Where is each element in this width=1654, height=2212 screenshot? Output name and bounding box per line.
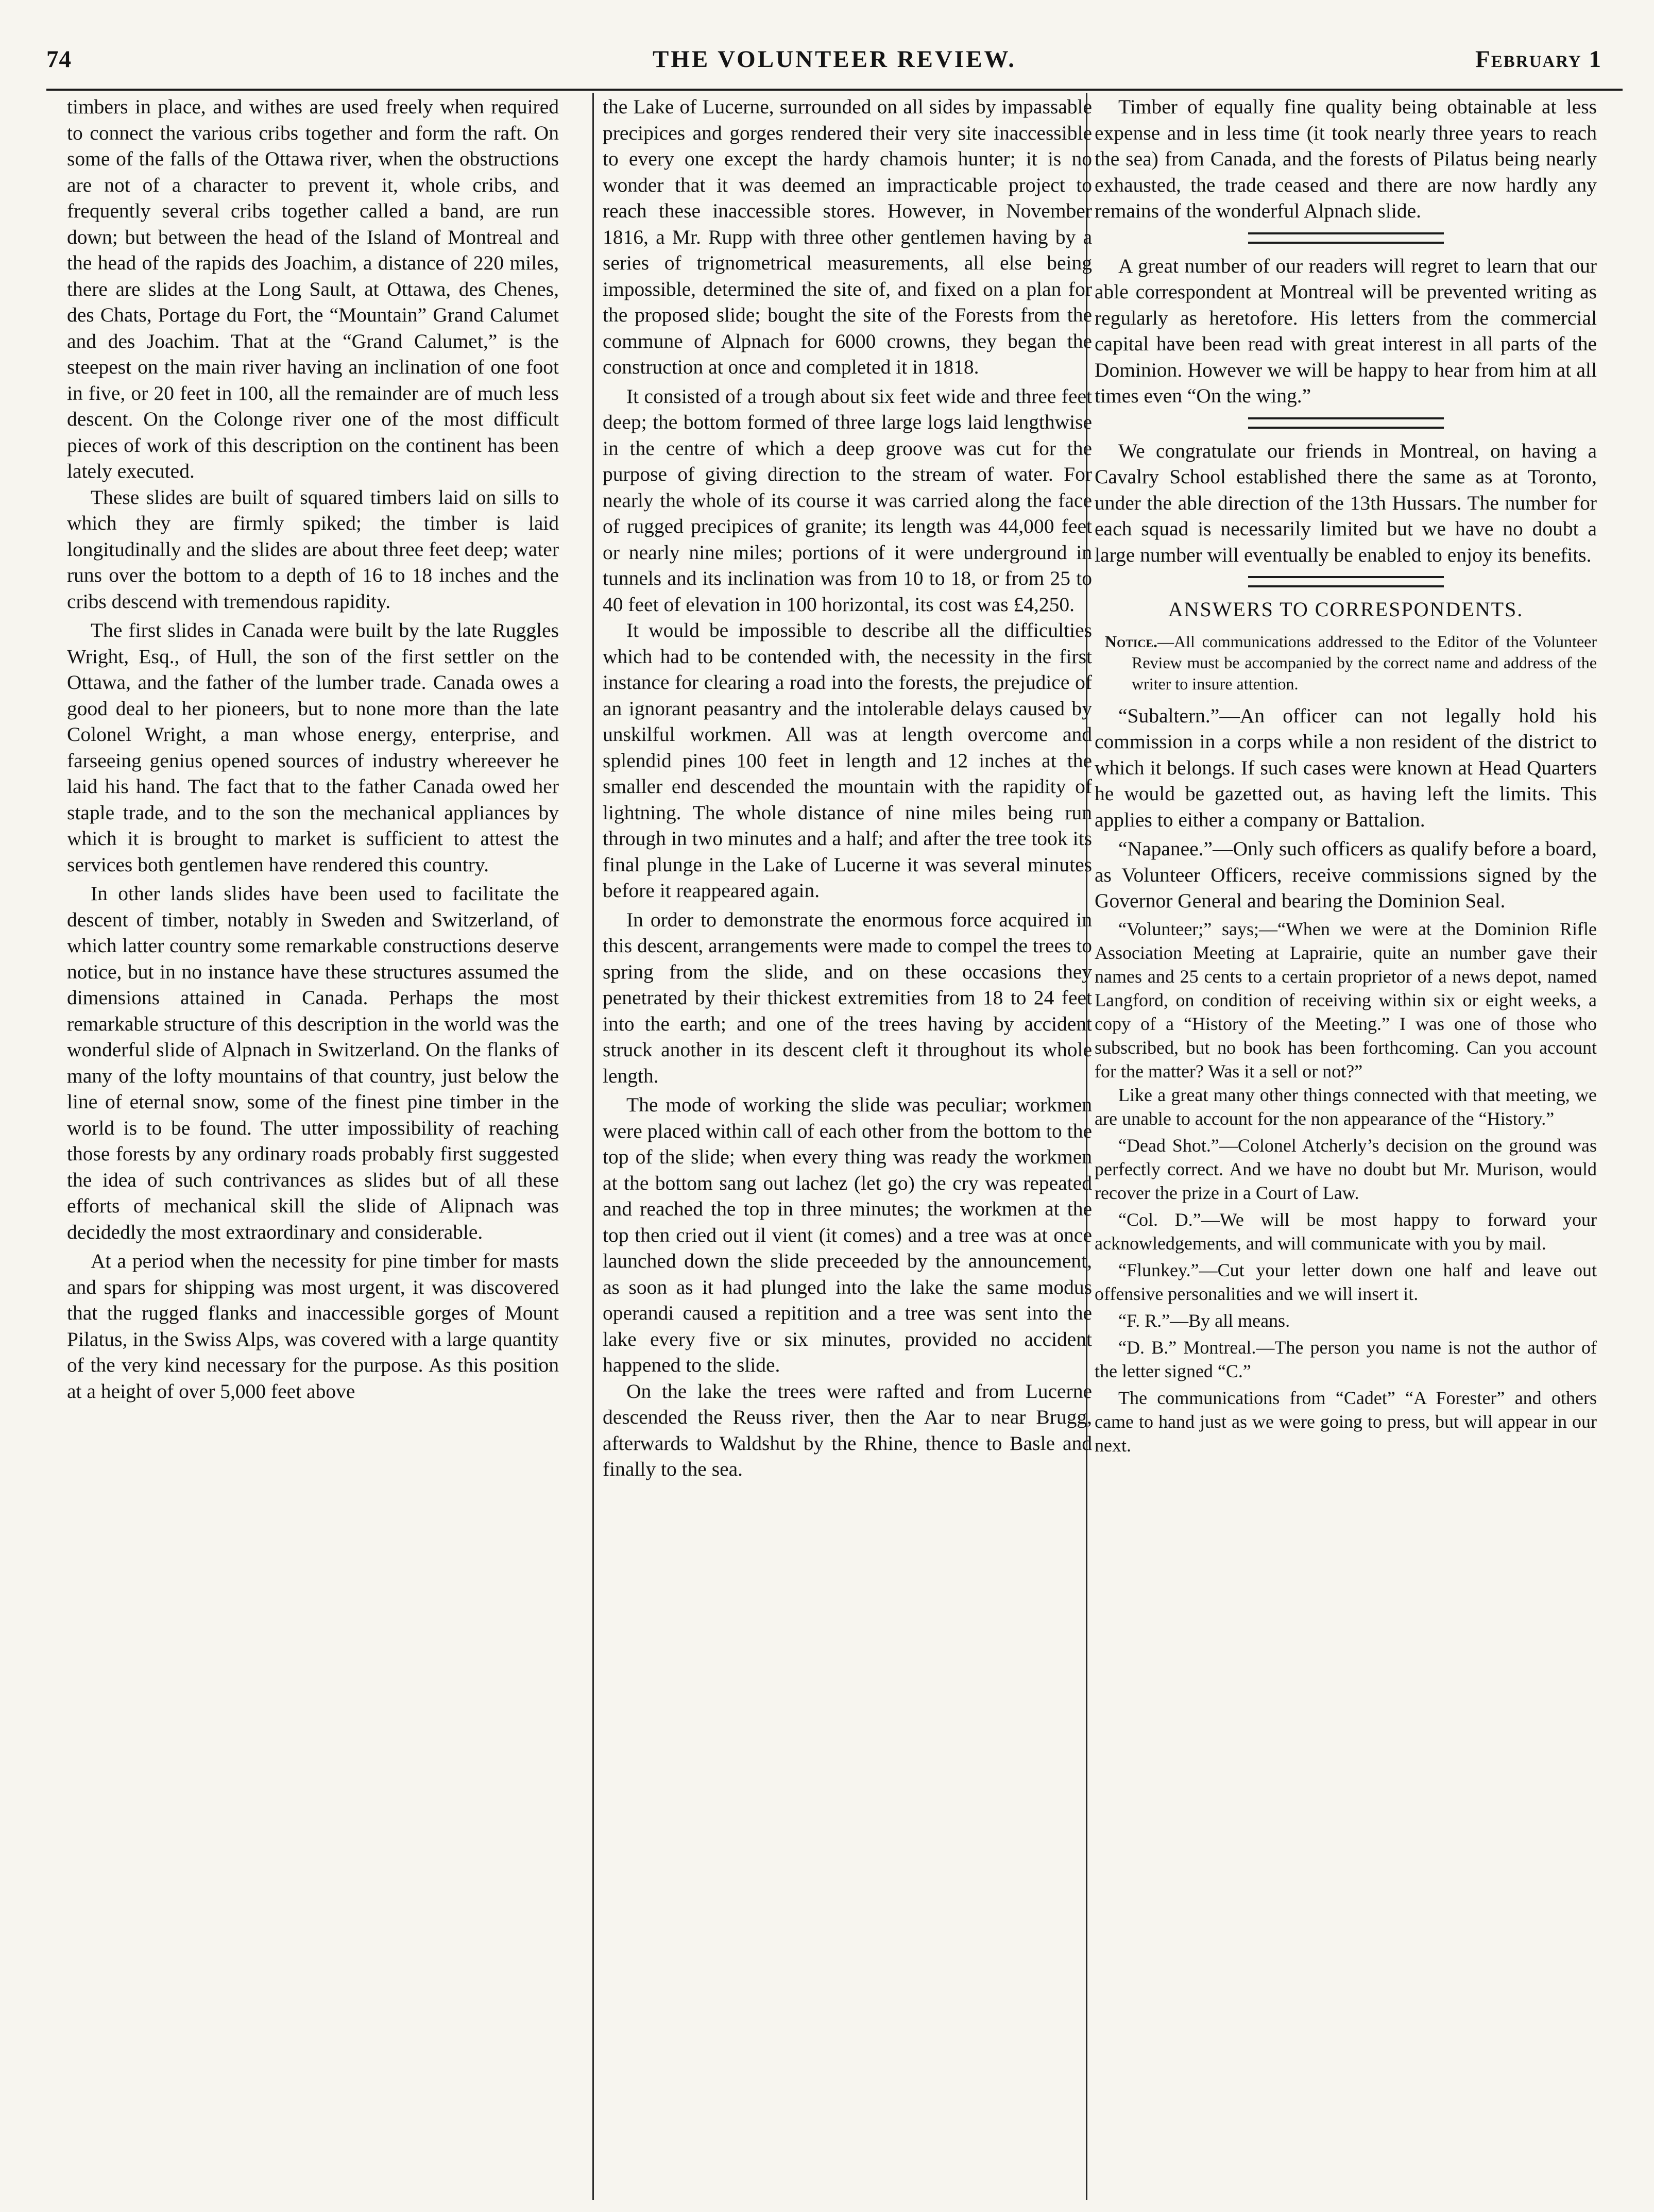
answer-item: “Subaltern.”—An officer can not legally hold his commission in a corps while a non resident of the district to which it belongs. If such cases were known at Head Quarters he would be gazetted out, as having left the limits. This applies to either a company or Battalion. (1095, 704, 1597, 831)
editorial-note: We congratulate our friends in Montreal, on having a Cavalry School established there the same as at Toronto, under the able direction of the 13th Hussars. The number for each squad is necessarily limited but we have no doubt a large number will eventually be enabled to enjoy its benefits. (1095, 439, 1597, 566)
publication-title: THE VOLUNTEER REVIEW. (653, 46, 1016, 73)
answer-item: “Flunkey.”—Cut your letter down one half and leave out offensive personalities and we will insert it. (1095, 1259, 1597, 1304)
article-paragraph: It would be impossible to describe all the difficulties which had to be contended with, the necessity in the first instance for clearing a road into the forests, the prejudice of an ignorant peasantry and the intolerable delays caused by unskilful workmen. All was at length overcome and splendid pines 100 feet in length and 12 inches at the smaller end descended the mountain with the rapidity of lightning. The whole distance of nine miles being run through in two minutes and a half; and after the tree took its final plunge in the Lake of Lucerne it was several minutes before it reappeared again. (603, 619, 1092, 902)
article-paragraph: The mode of working the slide was peculiar; workmen were placed within call of each other from the bottom to the top of the slide; when every thing was ready the workmen at the bottom sang out lachez (let go) the cry was repeated and reached the top in three minutes; the workmen at the top then cried out il vient (it comes) and a tree was at once launched down the slide preceeded by the announcement, as soon as it had plunged into the lake the same modus operandi caused a repitition and a tree was sent into the lake every five or six minutes, provided no accident happened to the slide. (603, 1093, 1092, 1376)
editorial-note: A great number of our readers will regret to learn that our able correspondent at Montreal will be prevented writing as regularly as heretofore. His letters from the commercial capital have been read with great interest in all parts of the Dominion. However we will be happy to hear from him at all times even “On the wing.” (1095, 254, 1597, 407)
answer-item: Like a great many other things connected with that meeting, we are unable to account for the non appearance of the “History.” (1095, 1084, 1597, 1129)
page-number: 74 (46, 46, 72, 73)
answer-item: “Napanee.”—Only such officers as qualify before a board, as Volunteer Officers, receive commissions signed by the Governor General and bearing the Dominion Seal. (1095, 837, 1597, 912)
notice-label: Notice. (1105, 632, 1158, 651)
answer-item: “D. B.” Montreal.—The person you name is not the author of the letter signed “C.” (1095, 1337, 1597, 1381)
section-divider (1248, 417, 1444, 429)
notice-text: —All communications addressed to the Editor of the Volunteer Review must be accompanied by the correct name and address of the writer to insure attention. (1132, 632, 1597, 693)
section-divider (1248, 232, 1444, 244)
answer-item: “Col. D.”—We will be most happy to forward your acknowledgements, and will communicate with you by mail. (1095, 1209, 1597, 1254)
notice (1095, 631, 1597, 695)
article-paragraph: In other lands slides have been used to facilitate the descent of timber, notably in Sweden and Switzerland, of which latter country some remarkable constructions deserve notice, but in no instance have these structures assumed the dimensions attained in Canada. Perhaps the most remarkable structure of this description in the world was the wonderful slide of Alpnach in Switzerland. On the flanks of many of the lofty mountains of that country, just below the line of eternal snow, some of the finest pine timber in the world is to be found. The utter impossibility of reaching those forests by any ordinary roads probably first suggested the idea of such contrivances as slides but of all these efforts of mechanical skill the slide of Alipnach was decidedly the most extraordinary and considerable. (67, 882, 559, 1243)
answer-item: The communications from “Cadet” “A Forester” and others came to hand just as we were going to press, but will appear in our next. (1095, 1387, 1597, 1456)
page-header (46, 45, 1623, 87)
article-paragraph: Timber of equally fine quality being obtainable at less expense and in less time (it took nearly three years to reach the sea) from Canada, and the forests of Pilatus being nearly exhausted, the trade ceased and there are now hardly any remains of the wonderful Alpnach slide. (1095, 95, 1597, 222)
answer-item: “Volunteer;” says;—“When we were at the Dominion Rifle Association Meeting at Laprairie, quite an number gave their names and 25 cents to a certain proprietor of a news depot, named Langford, on condition of receiving within six or eight weeks, a copy of a “History of the Meeting.” I was one of those who subscribed, but no book has been forthcoming. Can you account for the matter? Was it a sell or not?” (1095, 918, 1597, 1082)
column-2 (603, 94, 1092, 1482)
header-rule (46, 89, 1623, 91)
article-paragraph: At a period when the necessity for pine timber for masts and spars for shipping was most urgent, it was discovered that the rugged flanks and inaccessible gorges of Mount Pilatus, in the Swiss Alps, was covered with a large quantity of the very kind necessary for the purpose. As this position at a height of over 5,000 feet above (67, 1249, 559, 1403)
article-paragraph: On the lake the trees were rafted and from Lucerne descended the Reuss river, then the Aar to near Brugg, afterwards to Waldshut by the Rhine, thence to Basle and finally to the sea. (603, 1379, 1092, 1480)
article-paragraph: It consisted of a trough about six feet wide and three feet deep; the bottom formed of three large logs laid lengthwise in the centre of which a deep groove was cut for the purpose of giving direction to the stream of water. For nearly the whole of its course it was carried along the face of rugged precipices of granite; its length was 44,000 feet or nearly nine miles; portions of it were underground in tunnels and its inclination was from 10 to 18, or from 25 to 40 feet of elevation in 100 horizontal, its cost was £4,250. (603, 384, 1092, 616)
article-paragraph: In order to demonstrate the enormous force acquired in this descent, arrangements were made to compel the trees to spring from the slide, and on these occasions they penetrated by their thickest extremities from 18 to 24 feet into the earth; and one of the trees having by accident struck another in its descent cleft it throughout its whole length. (603, 908, 1092, 1087)
column-1 (67, 94, 559, 1404)
column-3 (1095, 94, 1597, 1457)
article-paragraph: The first slides in Canada were built by the late Ruggles Wright, Esq., of Hull, the son of the first settler on the Ottawa, and the father of the lumber trade. Canada owes a good deal to her pioneers, but to none more than the late Colonel Wright, a man whose energy, enterprise, and farseeing genius opened sources of industry whereever he laid his hand. The fact that to the father Canada owed her staple trade, and to the son the mechanical appliances by which it is brought to market is sufficient to attest the services both gentlemen have rendered this country. (67, 619, 559, 876)
column-divider-1 (592, 93, 594, 2200)
issue-date: February 1 (1475, 46, 1602, 73)
answer-item: “F. R.”—By all means. (1118, 1310, 1290, 1331)
answers-heading: ANSWERS TO CORRESPONDENTS. (1168, 598, 1524, 621)
answer-item: “Dead Shot.”—Colonel Atcherly’s decision on the ground was perfectly correct. And we have no doubt but Mr. Murison, would recover the prize in a Court of Law. (1095, 1135, 1597, 1203)
article-paragraph: the Lake of Lucerne, surrounded on all sides by impassable precipices and gorges rendered their very site inaccessible to every one except the hardy chamois hunter; it is no wonder that it was deemed an impracticable project to reach these inaccessible stores. However, in November 1816, a Mr. Rupp with three other gentlemen having by a series of trignometrical measurements, all else being impossible, determined the site of, and fixed on a plan for the proposed slide; bought the site of the Forests from the commune of Alpnach for 6000 crowns, they began the construction at once and completed it in 1818. (603, 95, 1092, 378)
article-paragraph: These slides are built of squared timbers laid on sills to which they are firmly spiked; the timber is laid longitudinally and the slides are about three feet deep; water runs over the bottom to a depth of 16 to 18 inches and the cribs descend with tremendous rapidity. (67, 485, 559, 613)
article-paragraph: timbers in place, and withes are used freely when required to connect the various cribs together and form the raft. On some of the falls of the Ottawa river, when the obstructions are not of a character to prevent it, whole cribs, and frequently several cribs together called a band, are run down; but between the head of the Island of Montreal and the head of the rapids des Joachim, a distance of 220 miles, there are slides at the Long Sault, at Ottawa, des Chenes, des Chats, Portage du Fort, the “Mountain” Grand Calumet and des Joachim. That at the “Grand Calumet,” is the steepest on the main river having an inclination of one foot in five, or 20 feet in 100, all the remainder are of much less descent. On the Colonge river one of the most difficult pieces of work of this description on the continent has been lately executed. (67, 95, 559, 482)
section-divider (1248, 576, 1444, 587)
